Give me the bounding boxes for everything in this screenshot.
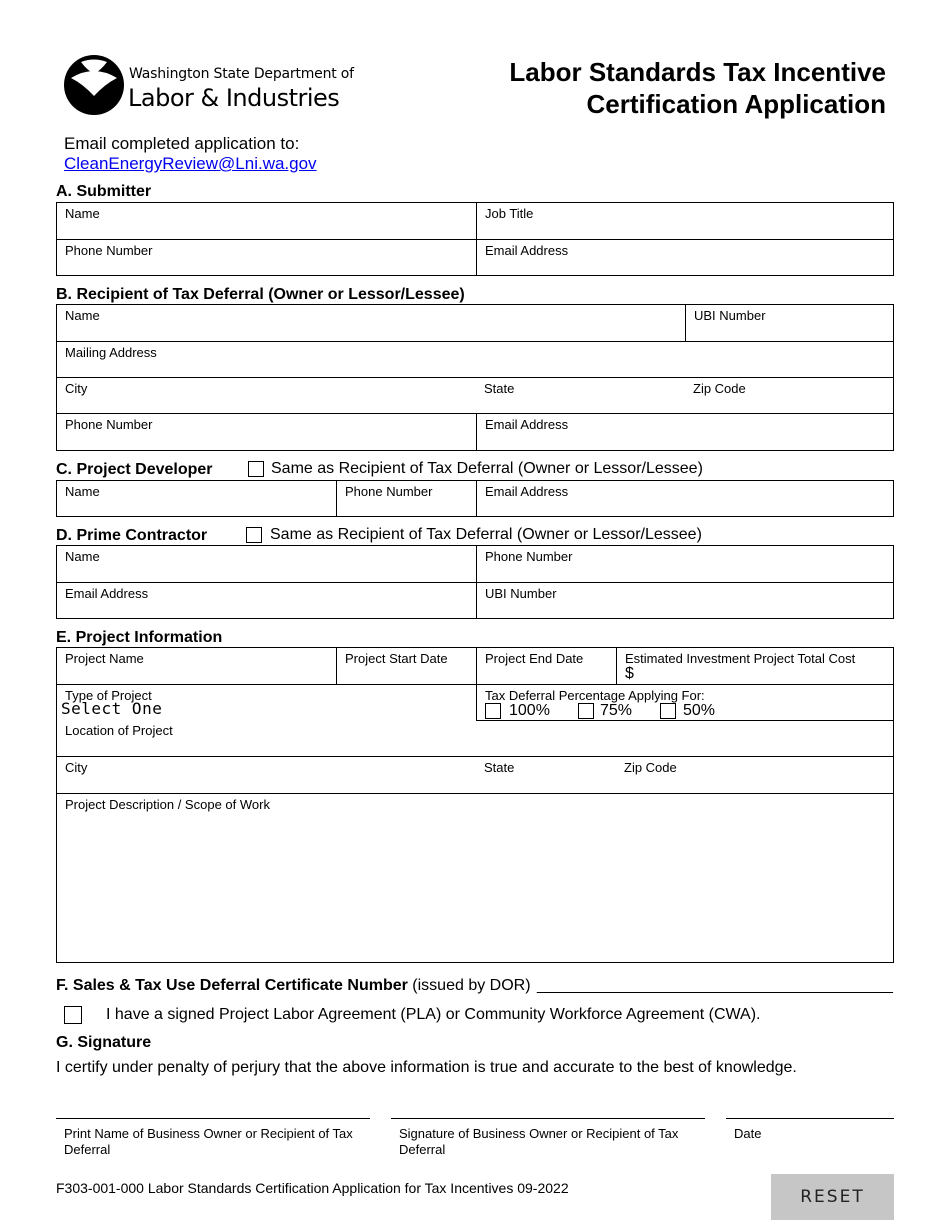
field-label: UBI Number <box>485 586 557 601</box>
project-zip-field[interactable] <box>616 757 893 793</box>
field-label: State <box>484 760 515 775</box>
field-label: Name <box>65 308 100 323</box>
recipient-name-field[interactable] <box>57 305 685 342</box>
percent-75-label: 75% <box>600 702 633 719</box>
project-city-field[interactable] <box>57 757 476 793</box>
field-label: Project End Date <box>485 651 584 666</box>
project-name-field[interactable] <box>57 648 336 685</box>
contractor-ubi-field[interactable] <box>476 583 893 619</box>
field-label: Project Name <box>65 651 144 666</box>
field-label: Project Start Date <box>345 651 448 666</box>
field-label: Zip Code <box>624 760 677 775</box>
agency-name-line2: Labor & Industries <box>128 84 340 112</box>
field-label: City <box>65 760 88 775</box>
field-label: Phone Number <box>485 549 573 564</box>
field-label: Email Address <box>65 586 149 601</box>
currency-prefix: $ <box>625 665 634 682</box>
project-end-date-field[interactable] <box>476 648 616 685</box>
percent-100-label: 100% <box>509 702 550 719</box>
submitter-email-field[interactable] <box>476 240 893 276</box>
section-c-grid <box>56 480 894 517</box>
submitter-name-field[interactable] <box>57 203 476 240</box>
field-label: Zip Code <box>693 381 746 396</box>
reset-button[interactable]: RESET <box>771 1174 894 1220</box>
date-line[interactable] <box>726 1118 894 1142</box>
field-label: Mailing Address <box>65 345 157 360</box>
section-e-title: E. Project Information <box>56 629 223 646</box>
developer-same-as-label: Same as Recipient of Tax Deferral (Owner or Lessor/Lessee) <box>271 460 703 477</box>
field-label: Name <box>65 549 100 564</box>
field-label: State <box>484 381 515 396</box>
section-d-grid <box>56 545 894 619</box>
section-f-note: (issued by DOR) <box>412 977 531 994</box>
field-label: Phone Number <box>345 484 433 499</box>
pla-checkbox[interactable] <box>64 1006 82 1024</box>
project-type-value: Select One <box>61 699 163 718</box>
submitter-job-title-field[interactable] <box>476 203 893 240</box>
project-type-select[interactable] <box>57 685 476 721</box>
section-d-title: D. Prime Contractor <box>56 527 208 544</box>
contractor-name-field[interactable] <box>57 546 476 583</box>
project-state-field[interactable] <box>476 757 616 793</box>
percent-50-checkbox[interactable] <box>660 703 676 719</box>
section-b-title: B. Recipient of Tax Deferral (Owner or Lessor/Lessee) <box>56 286 465 303</box>
signature-label: Signature of Business Owner or Recipient of Tax Deferral <box>399 1126 679 1157</box>
form-id-footer: F303-001-000 Labor Standards Certification Application for Tax Incentives 09-2022 <box>56 1180 569 1196</box>
email-link[interactable]: CleanEnergyReview@Lni.wa.gov <box>64 154 317 173</box>
agency-logo <box>63 54 125 116</box>
recipient-email-field[interactable] <box>476 414 893 451</box>
field-label: Project Description / Scope of Work <box>65 797 270 812</box>
section-a-grid <box>56 202 894 276</box>
field-label: Tax Deferral Percentage Applying For: <box>485 688 705 703</box>
recipient-state-field[interactable] <box>476 378 685 414</box>
section-f-title: F. Sales & Tax Use Deferral Certificate Number <box>56 977 408 994</box>
developer-same-as-checkbox[interactable] <box>248 461 264 477</box>
project-cost-field[interactable] <box>616 648 893 685</box>
pla-statement: I have a signed Project Labor Agreement (PLA) or Community Workforce Agreement (CWA). <box>106 1006 761 1023</box>
recipient-mailing-address-field[interactable] <box>57 342 893 378</box>
field-label: UBI Number <box>694 308 766 323</box>
section-c-title: C. Project Developer <box>56 461 213 478</box>
recipient-ubi-field[interactable] <box>685 305 893 342</box>
date-label: Date <box>734 1126 762 1141</box>
developer-phone-field[interactable] <box>336 481 476 517</box>
field-label: Type of Project <box>65 688 152 703</box>
title-line1: Labor Standards Tax Incentive <box>509 57 886 87</box>
project-start-date-field[interactable] <box>336 648 476 685</box>
field-label: Location of Project <box>65 723 173 738</box>
certification-statement: I certify under penalty of perjury that the above information is true and accurate to the best of knowledge. <box>56 1059 797 1076</box>
percent-100-checkbox[interactable] <box>485 703 501 719</box>
percent-75-checkbox[interactable] <box>578 703 594 719</box>
percent-50-label: 50% <box>683 702 716 719</box>
agency-name-line1: Washington State Department of <box>129 66 354 82</box>
recipient-zip-field[interactable] <box>685 378 893 414</box>
field-label: Phone Number <box>65 243 153 258</box>
print-name-label: Print Name of Business Owner or Recipient of Tax Deferral <box>64 1126 353 1157</box>
developer-email-field[interactable] <box>476 481 893 517</box>
project-location-field[interactable] <box>57 720 893 757</box>
section-b-grid <box>56 304 894 451</box>
field-label: Phone Number <box>65 417 153 432</box>
section-a-title: A. Submitter <box>56 183 152 200</box>
field-label: Estimated Investment Project Total Cost <box>625 651 856 666</box>
field-label: Name <box>65 206 100 221</box>
field-label: Email Address <box>485 484 569 499</box>
contractor-same-as-label: Same as Recipient of Tax Deferral (Owner or Lessor/Lessee) <box>270 526 702 543</box>
recipient-city-field[interactable] <box>57 378 476 414</box>
field-label: Email Address <box>485 243 569 258</box>
developer-name-field[interactable] <box>57 481 336 517</box>
contractor-email-field[interactable] <box>57 583 476 619</box>
print-name-line[interactable] <box>56 1118 370 1158</box>
tax-deferral-percentage-group <box>476 685 893 721</box>
email-instruction: Email completed application to: <box>64 134 300 153</box>
signature-line[interactable] <box>391 1118 705 1158</box>
page-title <box>446 56 886 120</box>
project-description-field[interactable] <box>57 794 893 962</box>
submitter-phone-field[interactable] <box>57 240 476 276</box>
certificate-number-blank[interactable]: ________________________________________ <box>537 977 893 994</box>
field-label: Job Title <box>485 206 534 221</box>
section-e-grid <box>56 647 894 963</box>
recipient-phone-field[interactable] <box>57 414 476 451</box>
field-label: City <box>65 381 88 396</box>
field-label: Email Address <box>485 417 569 432</box>
lni-logo-icon <box>63 54 125 116</box>
contractor-phone-field[interactable] <box>476 546 893 583</box>
field-label: Name <box>65 484 100 499</box>
section-f <box>56 977 893 995</box>
section-g-title: G. Signature <box>56 1034 152 1051</box>
title-line2: Certification Application <box>586 89 886 119</box>
contractor-same-as-checkbox[interactable] <box>246 527 262 543</box>
